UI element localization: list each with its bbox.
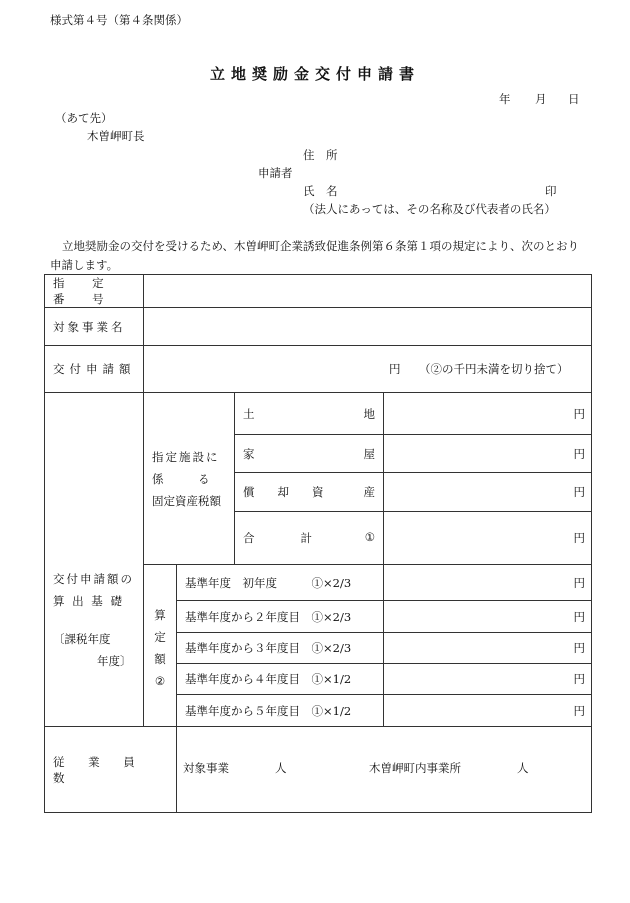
yearly-label: 基準年度から４年度目 ①×1/2 (177, 664, 384, 695)
seal-mark: 印 (545, 184, 557, 198)
asset-label: 合 計 (243, 531, 312, 545)
asset-row-building (235, 435, 384, 473)
asset-label-end: 地 (363, 406, 375, 421)
asset-land-yen[interactable] (384, 393, 592, 435)
yearly-label: 基準年度から５年度目 ①×1/2 (177, 695, 384, 727)
asset-row-depreciable (235, 473, 384, 512)
asset-total-yen[interactable] (384, 512, 592, 565)
body-text-line2: 申請します。 (50, 258, 119, 272)
yearly-yen[interactable] (384, 633, 592, 664)
yen-unit: 円 (573, 641, 585, 655)
target-business-field[interactable] (144, 308, 592, 346)
yearly-yen[interactable] (384, 565, 592, 601)
grant-amount-label: 交付申請額 (45, 346, 144, 393)
tax-year-line1: 〔課税年度 (53, 631, 111, 646)
grant-amount-yen: 円 (389, 362, 401, 376)
calc-char: 定 (154, 629, 166, 644)
employees-label: 従 業 員 数 (45, 727, 177, 813)
target-business-label: 対象事業名 (45, 308, 144, 346)
calc-basis-label (45, 393, 144, 727)
yearly-label: 基準年度 初年度 ①×2/3 (177, 565, 384, 601)
employees-town-unit: 人 (517, 760, 529, 775)
addressee-label: （あて先） (55, 111, 113, 125)
asset-label-end: 産 (363, 485, 375, 499)
designation-no-label: 指 定 番 号 (45, 275, 144, 308)
date-year: 年 (499, 92, 511, 106)
yen-unit: 円 (573, 672, 585, 686)
corp-note: （法人にあっては、その名称及び代表者の氏名） (303, 202, 556, 216)
yen-unit: 円 (573, 531, 585, 545)
calc-basis-line1: 交付申請額の (53, 571, 134, 586)
yearly-yen[interactable] (384, 601, 592, 633)
yen-unit: 円 (573, 485, 585, 499)
calc-char: 算 (154, 607, 166, 622)
name-label: 氏 名 (303, 184, 338, 198)
calc-basis-line2: 算 出 基 礎 (53, 593, 124, 608)
yen-unit: 円 (573, 575, 585, 590)
fixed-asset-line1: 指定施設に (152, 449, 220, 464)
calc-amount-label (144, 565, 177, 727)
yen-unit: 円 (573, 609, 585, 624)
addressee: 木曽岬町長 (87, 129, 145, 143)
tax-year-line2: 年度〕 (97, 653, 132, 668)
body-text-line1: 立地奨励金の交付を受けるため、木曽岬町企業誘致促進条例第６条第１項の規定により、次のとおり (62, 239, 580, 253)
asset-label: 償 却 資 (243, 485, 324, 499)
asset-row-total (235, 512, 384, 565)
asset-label: 土 (243, 406, 255, 421)
yen-unit: 円 (573, 703, 585, 718)
yearly-label: 基準年度から３年度目 ①×2/3 (177, 633, 384, 664)
yearly-yen[interactable] (384, 695, 592, 727)
yen-unit: 円 (573, 446, 585, 461)
yearly-label: 基準年度から２年度目 ①×2/3 (177, 601, 384, 633)
date-day: 日 (568, 92, 580, 106)
employees-town-label: 木曽岬町内事業所 (369, 760, 461, 775)
yearly-yen[interactable] (384, 664, 592, 695)
fixed-asset-tax-label (144, 393, 235, 565)
employees-field[interactable] (177, 727, 592, 813)
applicant-label: 申請者 (258, 166, 293, 180)
asset-label-end: 屋 (363, 446, 375, 461)
yen-unit: 円 (573, 406, 585, 421)
asset-label: 家 (243, 446, 255, 461)
grant-amount-note: （②の千円未満を切り捨て） (419, 362, 569, 376)
calc-char: 額 (154, 651, 166, 666)
asset-label-end: ① (364, 530, 375, 544)
page-title: 立地奨励金交付申請書 (209, 65, 420, 83)
form-number: 様式第４号（第４条関係） (50, 13, 188, 27)
asset-row-land (235, 393, 384, 435)
asset-building-yen[interactable] (384, 435, 592, 473)
address-label: 住 所 (303, 148, 338, 162)
asset-depreciable-yen[interactable] (384, 473, 592, 512)
calc-char: ② (154, 673, 166, 688)
application-table (44, 274, 592, 813)
date-month: 月 (535, 92, 547, 106)
employees-target-unit: 人 (275, 760, 287, 775)
grant-amount-field[interactable] (144, 346, 592, 393)
fixed-asset-line2: 係 る (152, 471, 210, 486)
employees-target-label: 対象事業 (183, 760, 229, 775)
designation-no-field[interactable] (144, 275, 592, 308)
fixed-asset-line3: 固定資産税額 (152, 493, 221, 508)
